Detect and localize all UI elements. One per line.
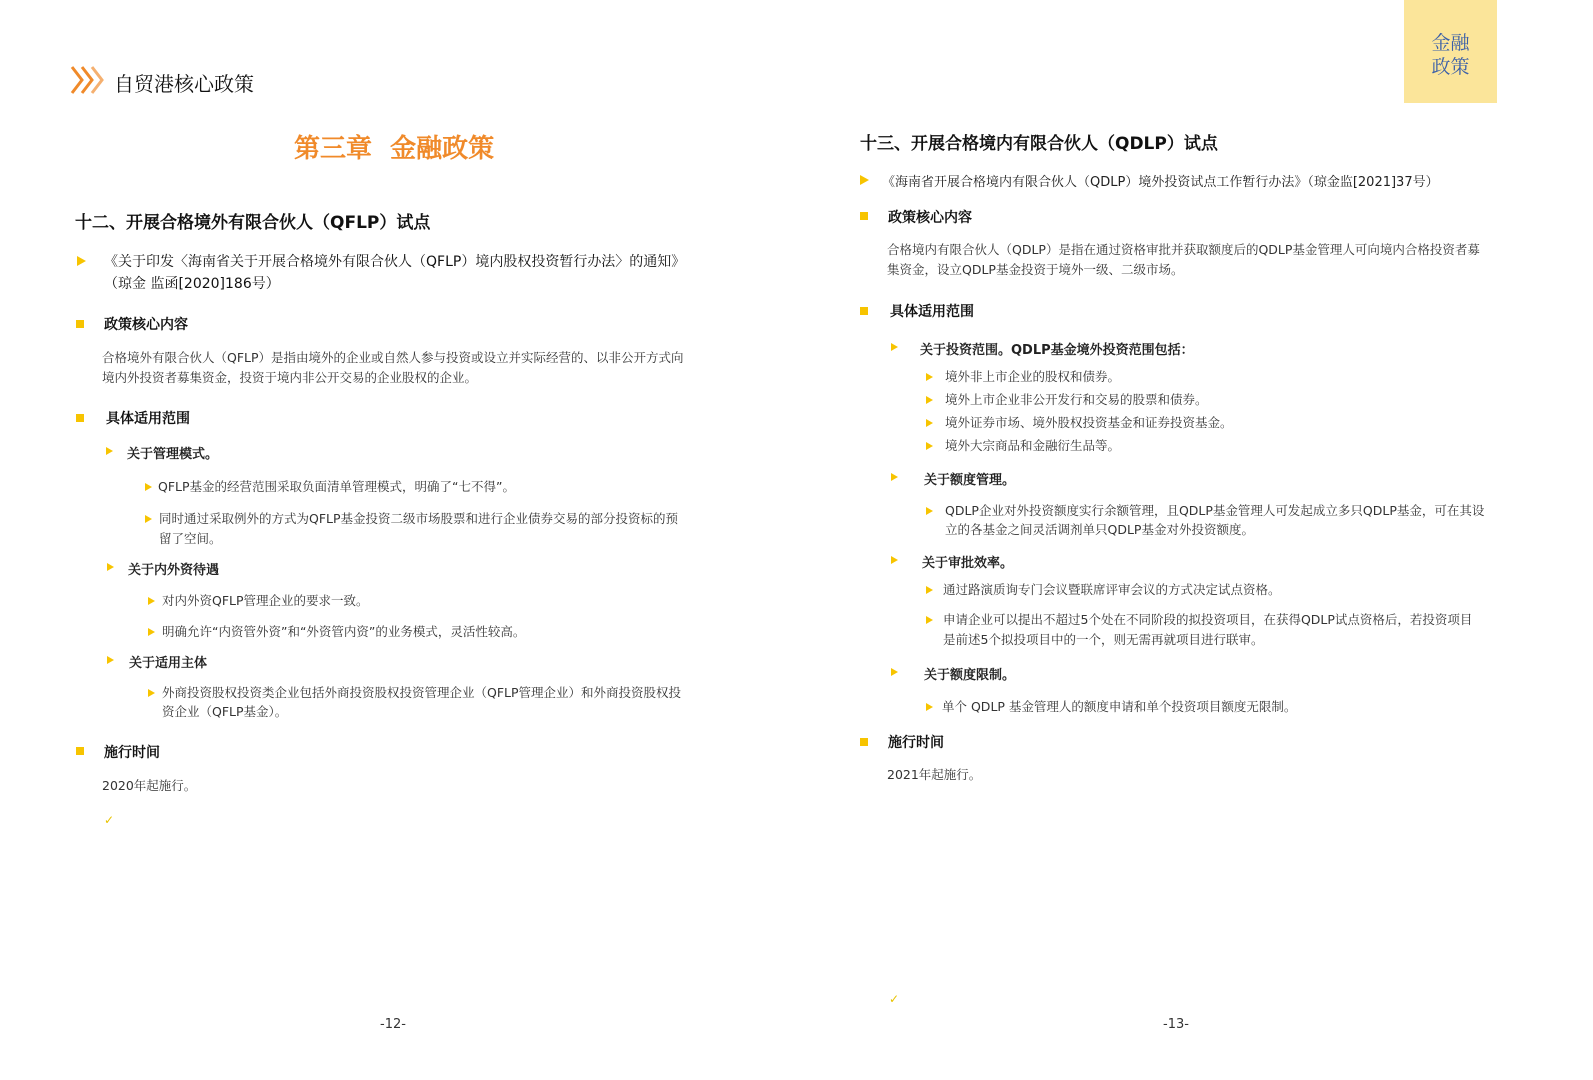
left-section-title: 十二、开展合格境外有限合伙人（QFLP）试点: [75, 213, 431, 233]
left-sub3-item1-line1: 外商投资股权投资类企业包括外商投资股权投资管理企业（QFLP管理企业）和外商投资股权投: [162, 685, 682, 700]
right-sub3-item1: 通过路演质询专门会议暨联席评审会议的方式决定试点资格。: [943, 582, 1281, 597]
right-sub4: 关于额度限制。: [924, 668, 1016, 683]
right-scope-bullet: [860, 307, 868, 315]
left-sub1-item2-line2: 留了空间。: [159, 531, 222, 546]
header-title: 自贸港核心政策: [114, 72, 254, 96]
category-tag-line1: 金融: [1431, 32, 1470, 54]
right-sub1-item: 境外大宗商品和金融衍生品等。: [945, 438, 1121, 453]
right-sub1-item: 境外上市企业非公开发行和交易的股票和债券。: [945, 392, 1208, 407]
left-doc-bullet: [77, 256, 86, 266]
left-sub1-item1-bullet: [145, 483, 152, 491]
left-sub3-item1-line2: 资企业（QFLP基金）。: [162, 704, 288, 719]
right-check-icon: ✓: [889, 992, 900, 1006]
right-sub1: 关于投资范围。QDLP基金境外投资范围包括：: [920, 343, 1194, 358]
right-sub2-bullet: [891, 473, 898, 481]
left-sub2-bullet: [107, 563, 114, 571]
left-core-text2: 境内外投资者募集资金，投资于境内非公开交易的企业股权的企业。: [102, 370, 478, 385]
right-sub3-item2-line1: 申请企业可以提出不超过5个处在不同阶段的拟投资项目，在获得QDLP试点资格后，若投资项目: [943, 612, 1473, 627]
right-sub3: 关于审批效率。: [922, 556, 1014, 571]
left-sub3: 关于适用主体: [129, 656, 208, 671]
left-sub2-item2: 明确允许“内资管外资”和“外资管内资”的业务模式，灵活性较高。: [162, 624, 526, 639]
right-sub2-item1-line2: 立的各基金之间灵活调剂单只QDLP基金对外投资额度。: [945, 522, 1254, 537]
left-sub1-item2-bullet: [145, 515, 152, 523]
right-time-bullet: [860, 738, 868, 746]
left-doc-line2: （琼金 监函[2020]186号）: [104, 276, 280, 292]
left-sub1-item2-line1: 同时通过采取例外的方式为QFLP基金投资二级市场股票和进行企业债券交易的部分投资标的预: [159, 511, 679, 526]
right-sub3-item1-bullet: [926, 586, 933, 594]
left-time-heading: 施行时间: [104, 745, 160, 761]
left-check-icon: ✓: [104, 813, 115, 827]
right-sub1-item-bullet: [926, 442, 933, 450]
left-doc-line1: 《关于印发〈海南省关于开展合格境外有限合伙人（QFLP）境内股权投资暂行办法〉的通知》: [104, 254, 686, 270]
left-sub1-bullet: [106, 447, 113, 455]
left-sub2-item1: 对内外资QFLP管理企业的要求一致。: [162, 593, 369, 608]
right-sub3-bullet: [891, 556, 898, 564]
right-sub1-item-bullet: [926, 419, 933, 427]
right-sub1-item-bullet: [926, 396, 933, 404]
right-core-bullet: [860, 212, 868, 220]
left-sub2-item2-bullet: [148, 628, 155, 636]
left-time-text: 2020年起施行。: [102, 778, 197, 793]
right-scope-heading: 具体适用范围: [890, 304, 974, 320]
right-doc-bullet: [860, 175, 869, 185]
right-time-text: 2021年起施行。: [887, 767, 982, 782]
right-sub4-bullet: [891, 668, 898, 676]
chevron-logo-icon: [70, 64, 108, 96]
left-core-bullet: [76, 320, 84, 328]
left-sub1-item1: QFLP基金的经营范围采取负面清单管理模式，明确了“七不得”。: [158, 479, 515, 494]
right-page-number: -13-: [1163, 1017, 1189, 1032]
right-time-heading: 施行时间: [888, 735, 944, 751]
right-section-title: 十三、开展合格境内有限合伙人（QDLP）试点: [860, 134, 1218, 154]
right-sub4-item1-bullet: [926, 703, 933, 711]
left-core-text1: 合格境外有限合伙人（QFLP）是指由境外的企业或自然人参与投资或设立并实际经营的、以非公开方式向: [102, 350, 684, 365]
left-page-number: -12-: [380, 1017, 406, 1032]
right-sub1-bullet: [891, 343, 898, 351]
left-scope-bullet: [76, 414, 84, 422]
right-sub2-item1-bullet: [926, 507, 933, 515]
right-doc-line: 《海南省开展合格境内有限合伙人（QDLP）境外投资试点工作暂行办法》（琼金监[2021]37号）: [882, 175, 1439, 190]
chapter-title: 第三章 金融政策: [294, 134, 495, 164]
right-sub2-item1-line1: QDLP企业对外投资额度实行余额管理，且QDLP基金管理人可发起成立多只QDLP基金，可在其设: [945, 503, 1485, 518]
right-core-text2: 集资金，设立QDLP基金投资于境外一级、二级市场。: [887, 262, 1184, 277]
right-core-heading: 政策核心内容: [888, 210, 972, 226]
left-scope-heading: 具体适用范围: [106, 411, 190, 427]
left-core-heading: 政策核心内容: [104, 317, 188, 333]
left-sub1: 关于管理模式。: [127, 447, 219, 462]
category-tag: [1404, 0, 1497, 103]
category-tag-line2: 政策: [1431, 56, 1470, 78]
right-sub2: 关于额度管理。: [924, 473, 1016, 488]
right-core-text1: 合格境内有限合伙人（QDLP）是指在通过资格审批并获取额度后的QDLP基金管理人可向境内合格投资者募: [887, 242, 1480, 257]
left-time-bullet: [76, 747, 84, 755]
right-sub4-item1: 单个 QDLP 基金管理人的额度申请和单个投资项目额度无限制。: [942, 699, 1297, 714]
left-sub3-item1-bullet: [148, 689, 155, 697]
right-sub1-item: 境外证券市场、境外股权投资基金和证券投资基金。: [945, 415, 1233, 430]
left-sub2-item1-bullet: [148, 597, 155, 605]
right-sub3-item2-line2: 是前述5个拟投项目中的一个，则无需再就项目进行联审。: [943, 632, 1264, 647]
left-sub3-bullet: [107, 656, 114, 664]
right-sub1-item-bullet: [926, 373, 933, 381]
left-sub2: 关于内外资待遇: [128, 563, 220, 578]
right-sub1-item: 境外非上市企业的股权和债券。: [945, 369, 1121, 384]
right-sub3-item2-bullet: [926, 616, 933, 624]
